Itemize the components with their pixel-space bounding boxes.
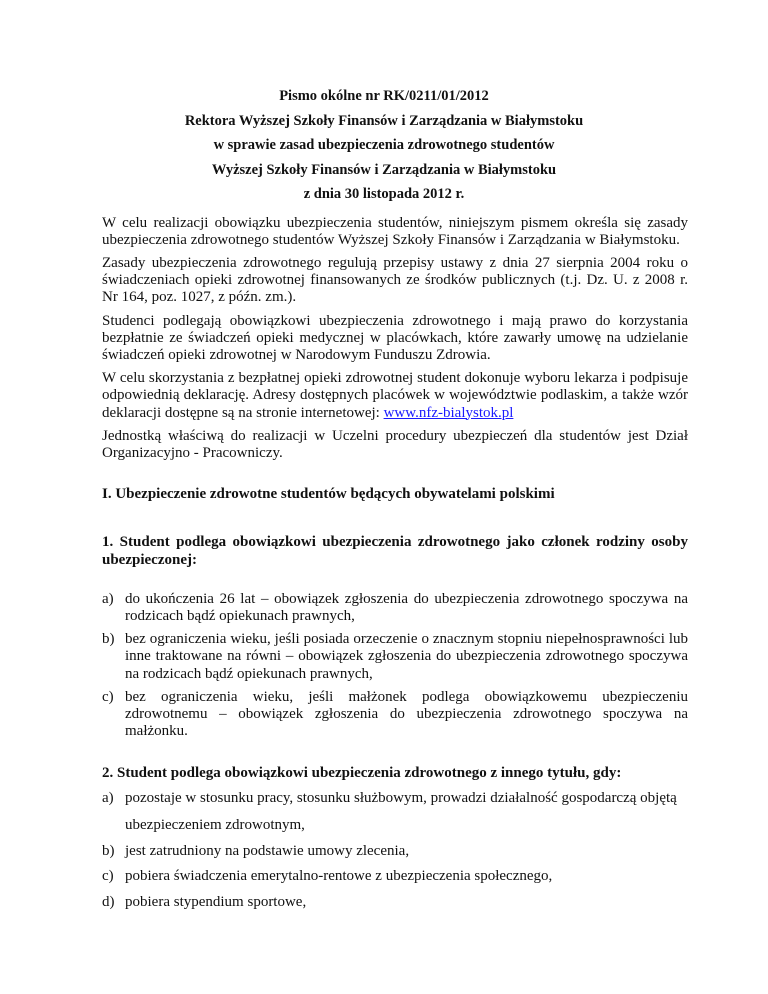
list-label: b) [102,631,115,648]
list-item [102,890,688,916]
title-line: Wyższej Szkoły Finansów i Zarządzania w Białymstoku [211,161,557,178]
point2-list [102,785,688,916]
document-title [0,84,768,207]
title-line: Pismo okólne nr RK/0211/01/2012 [279,88,489,104]
list-text: bez ograniczenia wieku, jeśli małżonek podlega obowiązkowemu ubezpieczeniu zdrowotnemu – obowiązek zgłoszenia do ubezpieczenia zdrowotnego spoczywa na małżonku. [125,688,688,740]
list-text: bez ograniczenia wieku, jeśli posiada orzeczenie o znacznym stopniu niepełnosprawności lub inne traktowane na równi – obowiązek zgłoszenia do ubezpieczenia zdrowotnego spoczywa na rodzicach bądź opiekunach prawnych, [125,631,688,682]
point-heading: 1. Student podlega obowiązkowi ubezpieczenia zdrowotnego jako członek rodziny osoby ubezpieczonej: [102,534,688,568]
list-item [102,785,688,839]
paragraph: W celu realizacji obowiązku ubezpieczenia studentów, niniejszym pismem określa się zasady ubezpieczenia zdrowotnego studentów Wyższej Szkoły Finansów i Zarządzania w Białymstoku. [102,214,688,248]
paragraph: Jednostką właściwą do realizacji w Uczelni procedury ubezpieczeń dla studentów jest Dział Organizacyjno - Pracowniczy. [102,427,688,461]
point-heading: 2. Student podlega obowiązkowi ubezpieczenia zdrowotnego z innego tytułu, gdy: [102,765,622,782]
list-item [102,839,688,865]
list-label: c) [102,868,114,885]
list-text: pobiera stypendium sportowe, [125,893,307,910]
list-label: a) [102,590,114,607]
list-text: do ukończenia 26 lat – obowiązek zgłoszenia do ubezpieczenia zdrowotnego spoczywa na rodzicach bądź opiekunach prawnych, [125,590,688,624]
list-label: a) [102,789,114,806]
section-heading: I. Ubezpieczenie zdrowotne studentów będących obywatelami polskimi [102,486,555,503]
paragraph: Studenci podlegają obowiązkowi ubezpieczenia zdrowotnego i mają prawo do korzystania bezpłatnie ze świadczeń opieki medycznej w placówkach, które zawarły umowę na udzielanie świadczeń opieki zdrowotnej w Narodowym Funduszu Zdrowia. [102,312,688,363]
list-label: b) [102,842,115,859]
nfz-link[interactable]: www.nfz-bialystok.pl [383,404,514,421]
list-text: jest zatrudniony na podstawie umowy zlecenia, [125,842,410,859]
list-item [102,591,688,625]
title-line: z dnia 30 listopada 2012 r. [303,186,465,202]
paragraph: Zasady ubezpieczenia zdrowotnego regulują przepisy ustawy z dnia 27 sierpnia 2004 roku o świadczeniach opieki zdrowotnej finansowanych ze środków publicznych (t.j. Dz. U. z 2008 r. Nr 164, poz. 1027, z późn. zm.). [102,254,688,306]
point1-list [102,591,688,741]
list-item [102,864,688,890]
list-text: pozostaje w stosunku pracy, stosunku służbowym, prowadzi działalność gospodarczą objętą ubezpieczeniem zdrowotnym, [125,789,677,833]
list-text: pobiera świadczenia emerytalno-rentowe z ubezpieczenia społecznego, [125,868,553,885]
list-item [102,631,688,683]
list-label: c) [102,688,114,705]
list-item [102,689,688,741]
list-label: d) [102,893,115,910]
title-line: Rektora Wyższej Szkoły Finansów i Zarządzania w Białymstoku [184,112,584,129]
paragraph-text: W celu skorzystania z bezpłatnej opieki zdrowotnej student dokonuje wyboru lekarza i podpisuje odpowiednią deklarację. Adresy dostępnych placówek w województwie podlaskim, a także wzór deklaracji dostępne są na stronie internetowej: [102,370,688,421]
title-line: w sprawie zasad ubezpieczenia zdrowotnego studentów [213,137,555,153]
paragraph-with-link [102,370,688,422]
